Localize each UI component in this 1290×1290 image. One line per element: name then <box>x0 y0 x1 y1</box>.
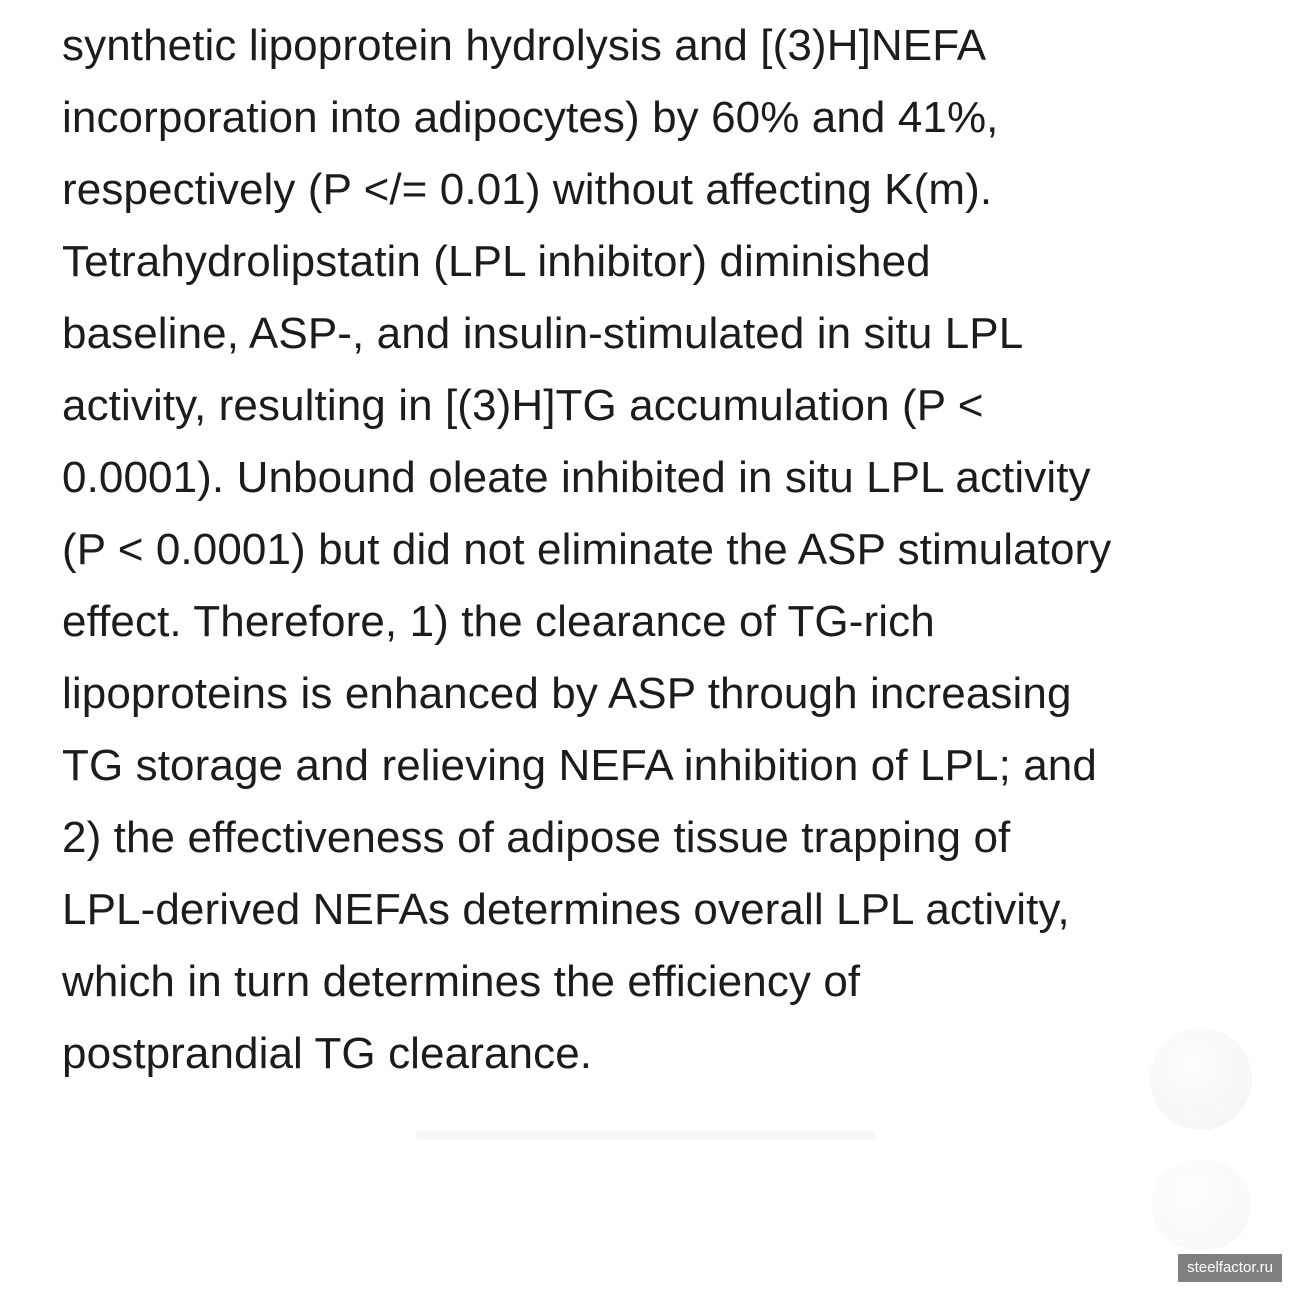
text-line: effect. Therefore, 1) the clearance of TG-rich <box>62 597 935 646</box>
text-line: TG storage and relieving NEFA inhibition of LPL; and <box>62 741 1097 790</box>
text-line: 2) the effectiveness of adipose tissue trapping of <box>62 813 1011 862</box>
faded-home-indicator <box>415 1130 875 1140</box>
abstract-text <box>62 10 1111 1090</box>
text-line: baseline, ASP-, and insulin-stimulated in situ LPL <box>62 309 1024 358</box>
text-line: 0.0001). Unbound oleate inhibited in situ LPL activity <box>62 453 1091 502</box>
text-line: lipoproteins is enhanced by ASP through increasing <box>62 669 1072 718</box>
text-line: Tetrahydrolipstatin (LPL inhibitor) diminished <box>62 237 931 286</box>
text-line: activity, resulting in [(3)H]TG accumulation (P < <box>62 381 984 430</box>
text-line: (P < 0.0001) but did not eliminate the ASP stimulatory <box>62 525 1112 574</box>
text-line: synthetic lipoprotein hydrolysis and [(3)H]NEFA <box>62 21 987 70</box>
text-line: which in turn determines the efficiency of <box>62 957 861 1006</box>
faded-floating-button[interactable] <box>1150 1028 1252 1130</box>
text-line: LPL-derived NEFAs determines overall LPL activity, <box>62 885 1070 934</box>
watermark: steelfactor.ru <box>1178 1254 1282 1282</box>
faded-floating-button[interactable] <box>1152 1160 1250 1250</box>
text-line: postprandial TG clearance. <box>62 1029 593 1078</box>
text-line: respectively (P </= 0.01) without affecting K(m). <box>62 165 993 214</box>
text-line: incorporation into adipocytes) by 60% and 41%, <box>62 93 999 142</box>
